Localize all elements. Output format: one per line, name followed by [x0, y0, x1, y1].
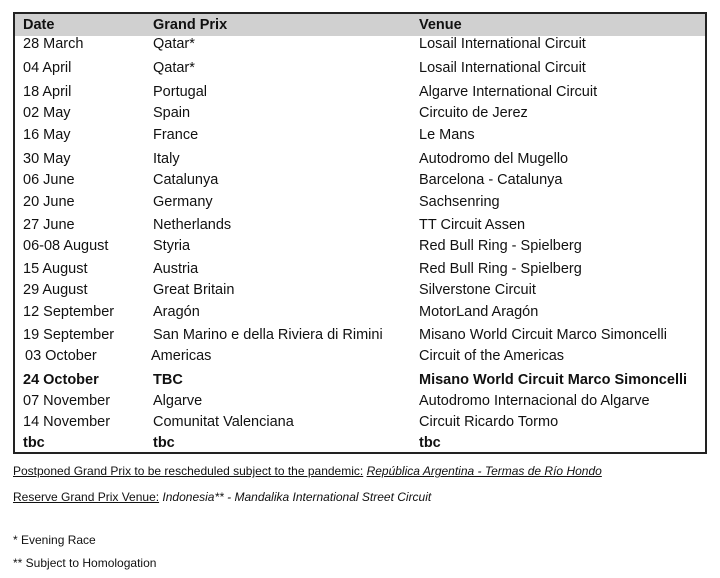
table-row [15, 414, 705, 434]
cell-venue: MotorLand Aragón [419, 304, 539, 320]
cell-venue: Circuit of the Americas [419, 348, 565, 364]
cell-venue: tbc [419, 435, 441, 451]
cell-grand-prix: TBC [153, 372, 183, 388]
cell-date: 28 March [23, 36, 84, 52]
cell-venue: Red Bull Ring - Spielberg [419, 261, 582, 277]
table-row [15, 84, 705, 104]
cell-grand-prix: Algarve [153, 393, 203, 409]
cell-date: 19 September [23, 327, 115, 343]
header-grand-prix: Grand Prix [153, 17, 228, 33]
table-row [15, 372, 705, 392]
cell-date: 16 May [23, 127, 71, 143]
table-row [15, 435, 705, 455]
calendar-table [13, 12, 707, 454]
table-row [15, 261, 705, 281]
header-date: Date [23, 17, 55, 33]
cell-venue: TT Circuit Assen [419, 217, 526, 233]
table-row [15, 172, 705, 192]
table-row [15, 348, 705, 368]
table-row [15, 105, 705, 125]
cell-venue: Misano World Circuit Marco Simoncelli [419, 327, 667, 343]
cell-venue: Circuit Ricardo Tormo [419, 414, 559, 430]
cell-grand-prix: Great Britain [153, 282, 235, 298]
cell-date: 12 September [23, 304, 115, 320]
cell-venue: Losail International Circuit [419, 36, 586, 52]
table-row [15, 60, 705, 80]
table-row [15, 238, 705, 258]
cell-venue: Le Mans [419, 127, 475, 143]
cell-date: 20 June [23, 194, 75, 210]
reserve-note [13, 490, 431, 504]
cell-venue: Sachsenring [419, 194, 500, 210]
cell-venue: Autodromo Internacional do Algarve [419, 393, 650, 409]
cell-date: 27 June [23, 217, 75, 233]
cell-grand-prix: Catalunya [153, 172, 219, 188]
cell-date: 04 April [23, 60, 72, 76]
cell-venue: Algarve International Circuit [419, 84, 598, 100]
cell-grand-prix: Portugal [153, 84, 208, 100]
table-row [15, 127, 705, 147]
homologation-note: ** Subject to Homologation [13, 556, 157, 570]
cell-venue: Losail International Circuit [419, 60, 586, 76]
postponed-label: Postponed Grand Prix to be rescheduled subject to the pandemic: [13, 464, 364, 478]
postponed-value: República Argentina - Termas de Río Hondo [366, 464, 602, 478]
cell-date: 15 August [23, 261, 88, 277]
cell-grand-prix: Aragón [153, 304, 200, 320]
cell-venue: Barcelona - Catalunya [419, 172, 563, 188]
cell-grand-prix: France [153, 127, 199, 143]
cell-grand-prix: Qatar* [153, 36, 195, 52]
cell-date: 14 November [23, 414, 111, 430]
cell-date: 18 April [23, 84, 72, 100]
postponed-note [13, 464, 602, 478]
table-row [15, 194, 705, 214]
cell-grand-prix: Styria [153, 238, 191, 254]
table-row [15, 282, 705, 302]
cell-grand-prix: Americas [151, 348, 212, 364]
cell-grand-prix: Germany [153, 194, 213, 210]
cell-grand-prix: Qatar* [153, 60, 195, 76]
cell-grand-prix: San Marino e della Riviera di Rimini [153, 327, 383, 343]
cell-venue: Circuito de Jerez [419, 105, 528, 121]
cell-venue: Silverstone Circuit [419, 282, 536, 298]
cell-venue: Misano World Circuit Marco Simoncelli [419, 372, 688, 388]
reserve-label: Reserve Grand Prix Venue: [13, 490, 160, 504]
cell-date: 07 November [23, 393, 111, 409]
cell-date: 30 May [23, 151, 71, 167]
evening-race-note: * Evening Race [13, 533, 96, 547]
cell-grand-prix: tbc [153, 435, 175, 451]
reserve-value: Indonesia** - Mandalika International Street Circuit [162, 490, 432, 504]
cell-date: 06 June [23, 172, 75, 188]
table-header [15, 14, 705, 36]
cell-date: 24 October [23, 372, 99, 388]
cell-grand-prix: Italy [153, 151, 180, 167]
table-row [15, 393, 705, 413]
table-row [15, 217, 705, 237]
cell-venue: Autodromo del Mugello [419, 151, 569, 167]
cell-date: tbc [23, 435, 45, 451]
table-row [15, 36, 705, 56]
cell-date: 29 August [23, 282, 88, 298]
cell-grand-prix: Netherlands [153, 217, 232, 233]
table-row [15, 151, 705, 171]
cell-grand-prix: Spain [153, 105, 191, 121]
table-row [15, 327, 705, 347]
cell-date: 02 May [23, 105, 71, 121]
table-row [15, 304, 705, 324]
cell-date: 03 October [25, 348, 97, 364]
cell-date: 06-08 August [23, 238, 109, 254]
cell-venue: Red Bull Ring - Spielberg [419, 238, 582, 254]
header-venue: Venue [419, 17, 462, 33]
cell-grand-prix: Austria [153, 261, 199, 277]
cell-grand-prix: Comunitat Valenciana [153, 414, 294, 430]
